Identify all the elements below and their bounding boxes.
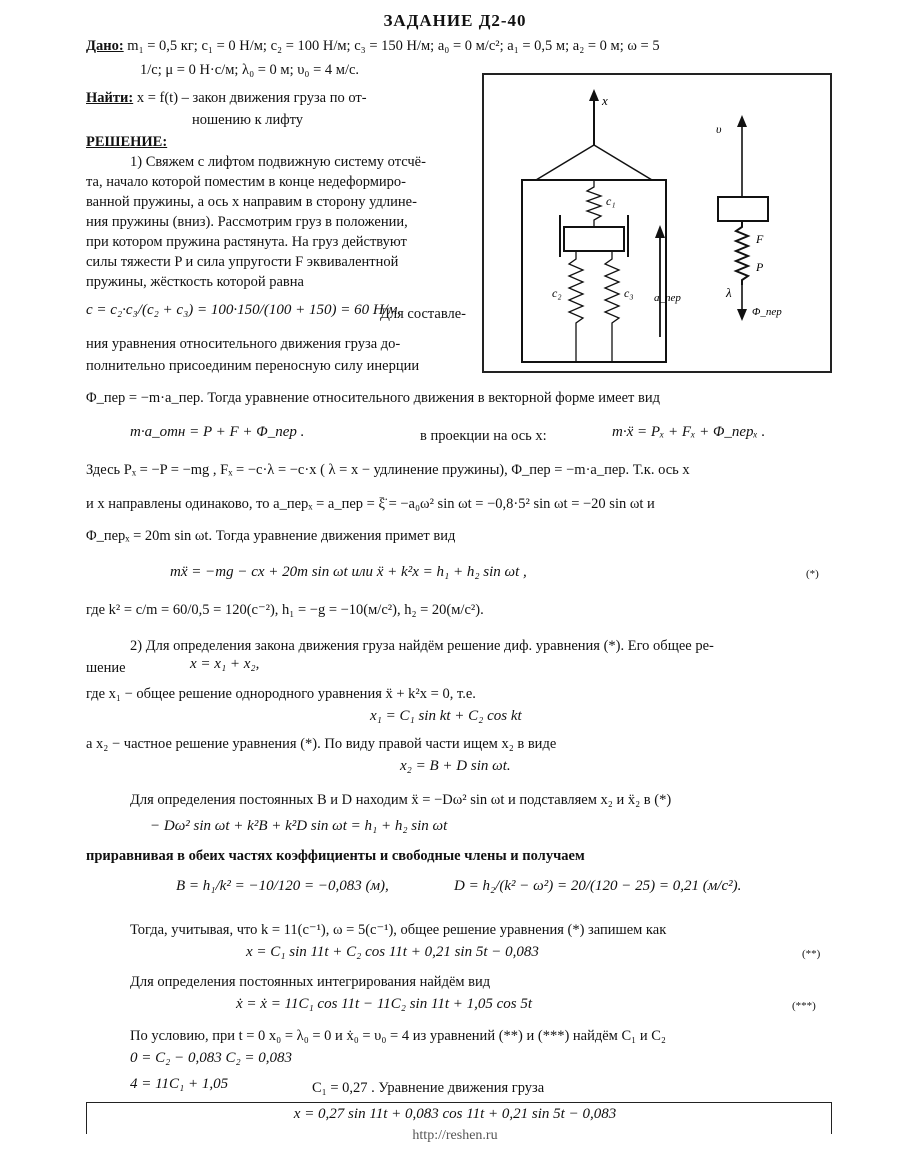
spring-c1	[587, 180, 601, 227]
solution-label: РЕШЕНИЕ:	[86, 134, 168, 150]
find-line-2: ношению к лифту	[192, 112, 304, 128]
equation-tag-1: (*)	[806, 568, 819, 580]
final-equation: x = 0,27 sin 11t + 0,083 cos 11t + 0,21 sin 5t − 0,083	[293, 1106, 617, 1122]
find-text-1: x = f(t) – закон движения груза по от-	[136, 90, 367, 106]
mechanism-diagram	[484, 75, 830, 371]
total-solution: x = C₁ sin 11t + C₂ cos 11t + 0,21 sin 5t − 0,083	[246, 944, 539, 960]
f-label: F	[756, 232, 764, 246]
stiffness-tail: Для составле-	[380, 306, 467, 322]
para1-line-2: та, начало которой поместим в конце недеформиро-	[86, 174, 407, 190]
c3-label: c₃	[624, 286, 634, 300]
then-line: Тогда, учитывая, что k = 11(c⁻¹), ω = 5(c⁻¹), общее решение уравнения (*) запишем как	[130, 922, 667, 938]
acceleration-arrow-icon	[655, 225, 665, 238]
inertia-line: Φ_пер = −m·a_пер. Тогда уравнение относительного движения в векторной форме имеет вид	[86, 390, 660, 406]
elevator-cabin	[522, 180, 666, 362]
velocity-equation: ẋ = ẋ = 11C₁ cos 11t − 11C₂ sin 11t + 1,05 cos 5t	[236, 996, 533, 1012]
accel-line: и x направлены одинаково, то a_перₓ = a_пер = ξ̈ = −a₀ω² sin ωt = −0,8·5² sin ωt = −20 sin ωt и	[86, 496, 655, 512]
general-sum: x = x₁ + x₂,	[190, 656, 260, 672]
initial-c2: 0 = C₂ − 0,083 C₂ = 0,083	[130, 1050, 293, 1066]
c1-result: C₁ = 0,27 . Уравнение движения груза	[312, 1080, 545, 1096]
forces-line: Здесь Pₓ = −P = −mg , Fₓ = −c·λ = −c·x ( λ = x − удлинение пружины), Φ_пер = −m·a_пер. Т.к. ось x	[86, 462, 690, 478]
find-line-1	[86, 88, 367, 108]
coefficient-line: Для определения постоянных B и D находим ẍ = −Dω² sin ωt и подставляем x₂ и ẍ₂ в (*)	[130, 792, 672, 808]
find-label: Найти:	[86, 90, 134, 106]
para2-line-1: ния уравнения относительного движения груза до-	[86, 336, 401, 352]
equation-tag-3: (***)	[792, 1000, 816, 1012]
coefficient-equation: − Dω² sin ωt + k²B + k²D sin ωt = h₁ + h₂ sin ωt	[150, 818, 448, 834]
given-line-1	[86, 36, 660, 56]
step2-line-2: шение	[86, 660, 126, 676]
stiffness-formula: c = c₂·c₃/(c₂ + c₃) = 100·150/(100 + 150) = 60 Н/м.	[86, 302, 402, 318]
spring-c3	[605, 251, 619, 362]
homogeneous-solution: x₁ = C₁ sin kt + C₂ cos kt	[370, 708, 522, 724]
c2-label: c₂	[552, 286, 562, 300]
para1-line-4: ния пружины (вниз). Рассмотрим груз в положении,	[86, 214, 408, 230]
given-label: Дано:	[86, 38, 124, 54]
lambda-label: λ	[726, 285, 732, 300]
c1-label: c₁	[606, 194, 616, 208]
fbd-load-block	[718, 197, 768, 221]
free-body-diagram	[716, 115, 782, 321]
para1-line-3: ванной пружины, а ось x направим в сторону удлине-	[86, 194, 417, 210]
step2-line-1: 2) Для определения закона движения груза найдём решение диф. уравнения (*). Его общее ре-	[130, 638, 714, 654]
mechanism-figure	[482, 73, 832, 373]
d-equation: D = h₂/(k² − ω²) = 20/(120 − 25) = 0,21 (м/с²).	[454, 878, 742, 894]
initial-conditions-line: По условию, при t = 0 x₀ = λ₀ = 0 и ẋ₀ = υ₀ = 4 из уравнений (**) и (***) найдём C₁ и C₂	[130, 1028, 666, 1044]
velocity-arrow-icon	[737, 115, 747, 127]
given-line-2: 1/с; μ = 0 Н·с/м; λ₀ = 0 м; υ₀ = 4 м/с.	[140, 62, 360, 78]
differential-equation: mẍ = −mg − cx + 20m sin ωt или ẍ + k²x = h₁ + h₂ sin ωt ,	[170, 564, 527, 580]
velocity-line: Для определения постоянных интегрирования найдём вид	[130, 974, 491, 990]
k-line: где k² = c/m = 60/0,5 = 120(c⁻²), h₁ = −g = −10(м/с²), h₂ = 20(м/с²).	[86, 602, 484, 618]
b-equation: B = h₁/k² = −10/120 = −0,083 (м),	[176, 878, 389, 894]
para2-line-2: полнительно присоединим переносную силу инерции	[86, 358, 420, 374]
vector-equation: m·a_отн = P + F + Φ_пер .	[130, 424, 305, 440]
spring-c2	[569, 251, 583, 362]
equation-tag-2: (**)	[802, 948, 821, 960]
p-label: P	[756, 260, 764, 274]
particular-form: x₂ = B + D sin ωt.	[400, 758, 511, 774]
para1-line-1: 1) Свяжем с лифтом подвижную систему отсчё-	[130, 154, 426, 170]
a-label: a_пер	[654, 292, 681, 304]
page-title: ЗАДАНИЕ Д2-40	[383, 11, 527, 30]
inertia-force-arrow-icon	[737, 309, 747, 321]
para1-line-7: пружины, жёсткость которой равна	[86, 274, 304, 290]
homogeneous-line: где x₁ − общее решение однородного уравнения ẍ + k²x = 0, т.е.	[86, 686, 476, 702]
acceleration-arrow	[654, 225, 681, 337]
load-block	[564, 227, 624, 251]
para1-line-6: силы тяжести P и сила упругости F эквивалентной	[86, 254, 399, 270]
given-values-1: m₁ = 0,5 кг; c₁ = 0 Н/м; c₂ = 100 Н/м; c₃ = 150 Н/м; a₀ = 0 м/с²; a₁ = 0,5 м; a₂ = 0 м; ω = 5	[127, 38, 660, 54]
v-label: υ	[716, 122, 722, 136]
x-axis-arrow-icon	[589, 89, 599, 101]
phi-label: Φ_пер	[752, 306, 782, 318]
para1-line-5: при котором пружина растянута. На груз действуют	[86, 234, 407, 250]
elevator-assembly	[522, 89, 666, 362]
inertia-x-line: Φ_перₓ = 20m sin ωt. Тогда уравнение движения примет вид	[86, 528, 456, 544]
initial-c1: 4 = 11C₁ + 1,05	[130, 1076, 229, 1092]
particular-line: а x₂ − частное решение уравнения (*). По виду правой части ищем x₂ в виде	[86, 736, 557, 752]
equate-line: приравнивая в обеих частях коэффициенты и свободные члены и получаем	[86, 848, 585, 864]
x-axis-label: x	[602, 93, 608, 108]
projection-text: в проекции на ось x:	[420, 428, 547, 444]
projection-equation: m·ẍ = Pₓ + Fₓ + Φ_перₓ .	[612, 424, 766, 440]
footer-url: http://reshen.ru	[412, 1128, 498, 1143]
